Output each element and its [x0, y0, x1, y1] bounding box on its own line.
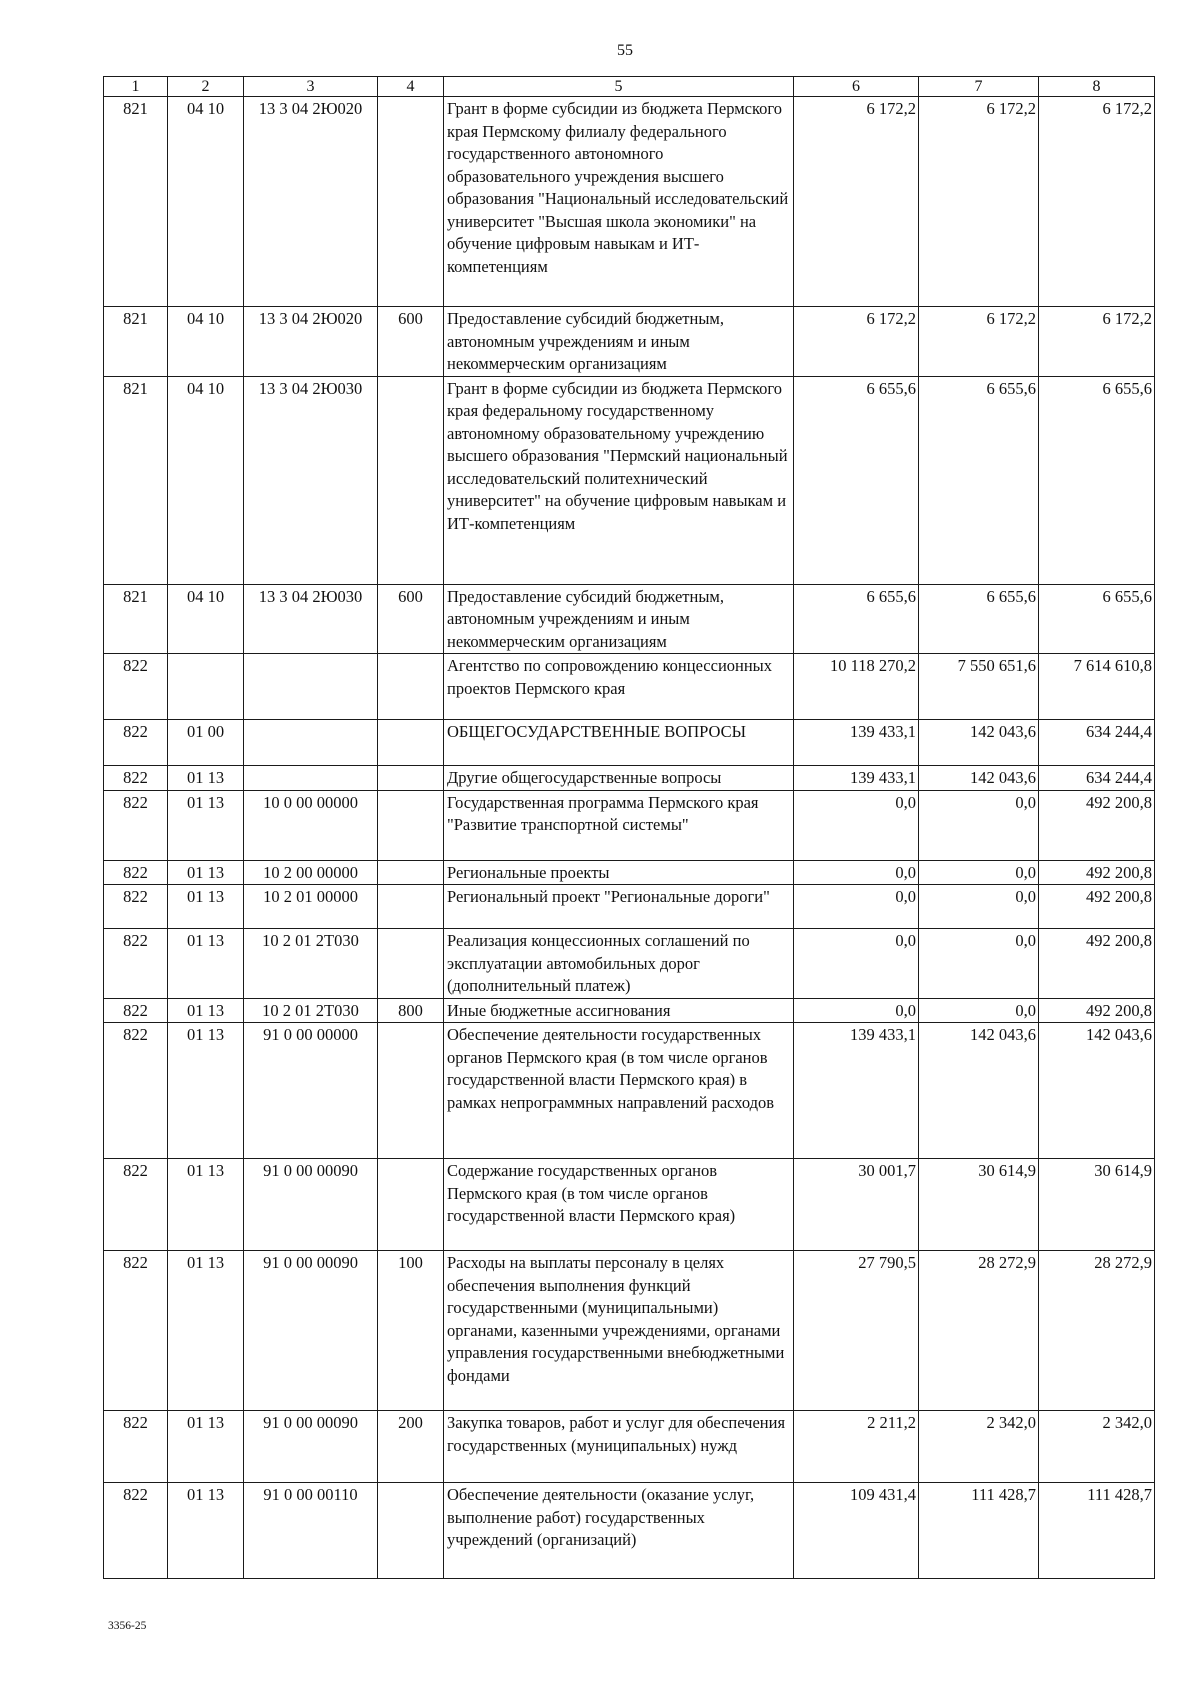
header-cell: 3: [244, 77, 378, 97]
cell-c3: 10 0 00 00000: [244, 790, 378, 860]
cell-v8: 28 272,9: [1039, 1251, 1155, 1411]
cell-v8: 142 043,6: [1039, 1023, 1155, 1159]
cell-c1: 822: [104, 1483, 168, 1579]
cell-c1: 821: [104, 307, 168, 377]
cell-c3: 91 0 00 00000: [244, 1023, 378, 1159]
table-row: [104, 860, 1155, 885]
cell-name: Предоставление субсидий бюджетным, автономным учреждениям и иным некоммерческим организациям: [444, 307, 794, 377]
cell-c2: 04 10: [168, 307, 244, 377]
cell-v8: 2 342,0: [1039, 1411, 1155, 1483]
table-row: [104, 584, 1155, 654]
header-row: [104, 77, 1155, 97]
cell-c1: 822: [104, 885, 168, 929]
cell-v8: 492 200,8: [1039, 860, 1155, 885]
cell-v8: 492 200,8: [1039, 929, 1155, 999]
cell-c4: 800: [378, 998, 444, 1023]
cell-v8: 634 244,4: [1039, 720, 1155, 766]
cell-v6: 0,0: [794, 790, 919, 860]
cell-c2: 01 00: [168, 720, 244, 766]
cell-c1: 822: [104, 1159, 168, 1251]
cell-v6: 27 790,5: [794, 1251, 919, 1411]
cell-c4: [378, 766, 444, 791]
cell-c3: 10 2 01 2Т030: [244, 929, 378, 999]
cell-name: Грант в форме субсидии из бюджета Пермского края федеральному государственному автономному образовательному учреждению высшего образования "Пермский национальный исследовательский политехнический университет" на обучение цифровым навыкам и ИТ-компетенциям: [444, 376, 794, 584]
cell-c4: [378, 929, 444, 999]
cell-c3: 91 0 00 00090: [244, 1411, 378, 1483]
cell-v8: 6 655,6: [1039, 584, 1155, 654]
cell-c4: [378, 885, 444, 929]
budget-table: [103, 76, 1155, 1579]
header-cell: 4: [378, 77, 444, 97]
table-row: [104, 885, 1155, 929]
cell-c1: 822: [104, 1251, 168, 1411]
cell-name: Государственная программа Пермского края "Развитие транспортной системы": [444, 790, 794, 860]
cell-c2: 01 13: [168, 1159, 244, 1251]
cell-c3: 91 0 00 00090: [244, 1251, 378, 1411]
cell-c4: [378, 1159, 444, 1251]
cell-v8: 111 428,7: [1039, 1483, 1155, 1579]
cell-c1: 821: [104, 97, 168, 307]
cell-v6: 10 118 270,2: [794, 654, 919, 720]
table-row: [104, 97, 1155, 307]
cell-v8: 634 244,4: [1039, 766, 1155, 791]
cell-c2: 01 13: [168, 1023, 244, 1159]
cell-v6: 0,0: [794, 860, 919, 885]
table-row: [104, 998, 1155, 1023]
cell-v8: 6 172,2: [1039, 97, 1155, 307]
table-row: [104, 790, 1155, 860]
cell-v8: 7 614 610,8: [1039, 654, 1155, 720]
cell-v6: 139 433,1: [794, 720, 919, 766]
cell-v7: 6 172,2: [919, 307, 1039, 377]
cell-c3: 10 2 01 2Т030: [244, 998, 378, 1023]
table-row: [104, 766, 1155, 791]
cell-c1: 822: [104, 1411, 168, 1483]
cell-c3: [244, 654, 378, 720]
cell-c4: [378, 376, 444, 584]
cell-v6: 6 655,6: [794, 584, 919, 654]
cell-c1: 822: [104, 1023, 168, 1159]
header-cell: 2: [168, 77, 244, 97]
cell-c4: 600: [378, 307, 444, 377]
cell-c4: [378, 720, 444, 766]
cell-c3: 13 3 04 2Ю020: [244, 307, 378, 377]
cell-c1: 822: [104, 998, 168, 1023]
cell-name: Реализация концессионных соглашений по эксплуатации автомобильных дорог (дополнительный платеж): [444, 929, 794, 999]
cell-name: Грант в форме субсидии из бюджета Пермского края Пермскому филиалу федерального государственного автономного образовательного учреждения высшего образования "Национальный исследовательский университет "Высшая школа экономики" на обучение цифровым навыкам и ИТ-компетенциям: [444, 97, 794, 307]
cell-c2: 01 13: [168, 766, 244, 791]
cell-v7: 142 043,6: [919, 720, 1039, 766]
cell-c4: 100: [378, 1251, 444, 1411]
cell-c4: [378, 790, 444, 860]
cell-name: Иные бюджетные ассигнования: [444, 998, 794, 1023]
cell-v6: 0,0: [794, 998, 919, 1023]
cell-c2: 01 13: [168, 860, 244, 885]
cell-v8: 492 200,8: [1039, 998, 1155, 1023]
cell-c2: [168, 654, 244, 720]
cell-name: Расходы на выплаты персоналу в целях обеспечения выполнения функций государственными (муниципальными) органами, казенными учреждениями, органами управления государственными внебюджетными фондами: [444, 1251, 794, 1411]
cell-c2: 01 13: [168, 1483, 244, 1579]
table-row: [104, 1159, 1155, 1251]
cell-name: Региональные проекты: [444, 860, 794, 885]
cell-v7: 7 550 651,6: [919, 654, 1039, 720]
cell-v6: 6 655,6: [794, 376, 919, 584]
cell-c1: 822: [104, 929, 168, 999]
page-number: 55: [617, 42, 633, 59]
cell-v6: 0,0: [794, 885, 919, 929]
cell-v7: 28 272,9: [919, 1251, 1039, 1411]
cell-v7: 0,0: [919, 929, 1039, 999]
cell-c1: 821: [104, 376, 168, 584]
cell-c1: 822: [104, 790, 168, 860]
header-cell: 6: [794, 77, 919, 97]
cell-c1: 822: [104, 654, 168, 720]
cell-c3: 10 2 00 00000: [244, 860, 378, 885]
table-row: [104, 376, 1155, 584]
cell-c3: 13 3 04 2Ю030: [244, 376, 378, 584]
cell-v7: 0,0: [919, 860, 1039, 885]
cell-c1: 822: [104, 860, 168, 885]
cell-c2: 01 13: [168, 998, 244, 1023]
cell-c4: [378, 1023, 444, 1159]
cell-c3: 91 0 00 00110: [244, 1483, 378, 1579]
cell-name: Агентство по сопровождению концессионных проектов Пермского края: [444, 654, 794, 720]
cell-c3: 10 2 01 00000: [244, 885, 378, 929]
cell-c4: [378, 860, 444, 885]
cell-v7: 6 655,6: [919, 584, 1039, 654]
cell-c2: 01 13: [168, 1251, 244, 1411]
cell-name: Предоставление субсидий бюджетным, автономным учреждениям и иным некоммерческим организациям: [444, 584, 794, 654]
cell-v8: 30 614,9: [1039, 1159, 1155, 1251]
cell-v8: 492 200,8: [1039, 790, 1155, 860]
cell-c1: 822: [104, 720, 168, 766]
cell-name: Другие общегосударственные вопросы: [444, 766, 794, 791]
cell-c3: [244, 766, 378, 791]
cell-c2: 01 13: [168, 790, 244, 860]
cell-name: Обеспечение деятельности государственных органов Пермского края (в том числе органов государственной власти Пермского края) в рамках непрограммных направлений расходов: [444, 1023, 794, 1159]
cell-v6: 6 172,2: [794, 97, 919, 307]
table-row: [104, 307, 1155, 377]
cell-c4: 600: [378, 584, 444, 654]
table-row: [104, 1251, 1155, 1411]
cell-v7: 30 614,9: [919, 1159, 1039, 1251]
header-cell: 1: [104, 77, 168, 97]
cell-c3: [244, 720, 378, 766]
cell-v7: 0,0: [919, 998, 1039, 1023]
cell-name: Региональный проект "Региональные дороги": [444, 885, 794, 929]
table-row: [104, 929, 1155, 999]
cell-v7: 0,0: [919, 885, 1039, 929]
cell-v6: 109 431,4: [794, 1483, 919, 1579]
cell-v6: 6 172,2: [794, 307, 919, 377]
cell-c2: 01 13: [168, 929, 244, 999]
table-row: [104, 1023, 1155, 1159]
cell-name: Закупка товаров, работ и услуг для обеспечения государственных (муниципальных) нужд: [444, 1411, 794, 1483]
cell-v8: 6 655,6: [1039, 376, 1155, 584]
cell-v8: 6 172,2: [1039, 307, 1155, 377]
cell-c2: 01 13: [168, 1411, 244, 1483]
cell-v8: 492 200,8: [1039, 885, 1155, 929]
header-cell: 5: [444, 77, 794, 97]
cell-v6: 0,0: [794, 929, 919, 999]
cell-v7: 6 655,6: [919, 376, 1039, 584]
cell-c1: 822: [104, 766, 168, 791]
cell-c2: 04 10: [168, 97, 244, 307]
document-code: 3356-25: [108, 1620, 147, 1632]
cell-c4: [378, 97, 444, 307]
cell-c4: 200: [378, 1411, 444, 1483]
cell-c3: 91 0 00 00090: [244, 1159, 378, 1251]
cell-v6: 139 433,1: [794, 1023, 919, 1159]
cell-v7: 111 428,7: [919, 1483, 1039, 1579]
cell-c2: 01 13: [168, 885, 244, 929]
cell-v7: 2 342,0: [919, 1411, 1039, 1483]
cell-c3: 13 3 04 2Ю030: [244, 584, 378, 654]
cell-v7: 142 043,6: [919, 1023, 1039, 1159]
table-row: [104, 1483, 1155, 1579]
cell-v6: 2 211,2: [794, 1411, 919, 1483]
cell-name: Обеспечение деятельности (оказание услуг, выполнение работ) государственных учреждений (организаций): [444, 1483, 794, 1579]
cell-v7: 0,0: [919, 790, 1039, 860]
cell-c4: [378, 654, 444, 720]
cell-name: ОБЩЕГОСУДАРСТВЕННЫЕ ВОПРОСЫ: [444, 720, 794, 766]
header-cell: 8: [1039, 77, 1155, 97]
cell-c2: 04 10: [168, 376, 244, 584]
cell-v7: 142 043,6: [919, 766, 1039, 791]
cell-name: Содержание государственных органов Пермского края (в том числе органов государственной власти Пермского края): [444, 1159, 794, 1251]
cell-v6: 139 433,1: [794, 766, 919, 791]
header-cell: 7: [919, 77, 1039, 97]
cell-c3: 13 3 04 2Ю020: [244, 97, 378, 307]
cell-v7: 6 172,2: [919, 97, 1039, 307]
cell-c1: 821: [104, 584, 168, 654]
cell-v6: 30 001,7: [794, 1159, 919, 1251]
cell-c2: 04 10: [168, 584, 244, 654]
cell-c4: [378, 1483, 444, 1579]
table-row: [104, 654, 1155, 720]
table-row: [104, 720, 1155, 766]
table-row: [104, 1411, 1155, 1483]
